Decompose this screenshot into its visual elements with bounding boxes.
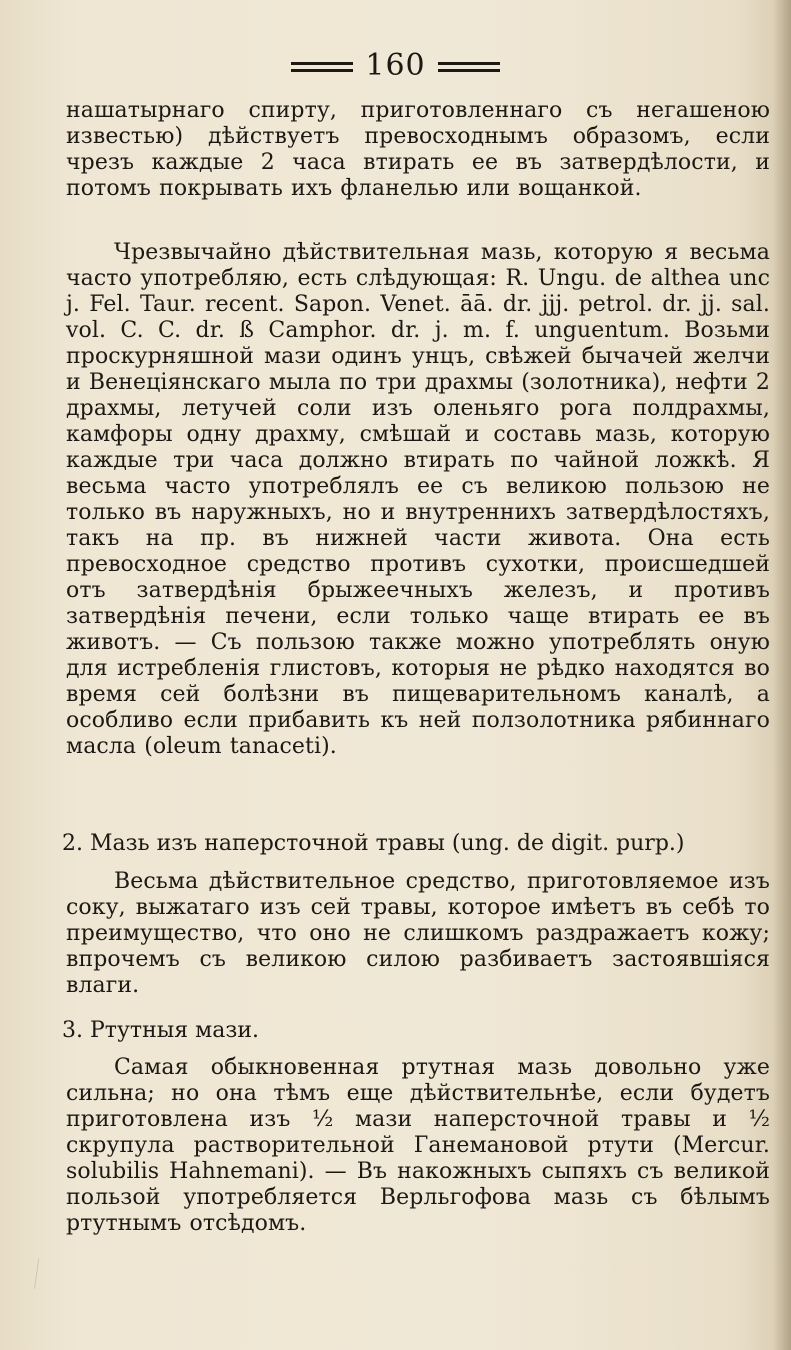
- section-heading-mercury: 3. Ртутныя мази.: [62, 1018, 260, 1043]
- paper-mark: [34, 1259, 57, 1291]
- mercury-paragraph: Самая обыкновенная ртутная мазь довольно уже сильна; но она тѣмъ еще дѣйствительнѣе, если будетъ приготовлена изъ ½ мази наперсточной травы и ½ скрупула растворительной Ганемановой ртути (Mercur. solubilis Hahnemani). — Въ накожныхъ сыпяхъ съ великой пользой употребляется Верльгофова мазь съ бѣлымъ ртутнымъ отсѣдомъ.: [66, 1055, 770, 1236]
- page-header: [0, 48, 791, 84]
- ointment-paragraph: Чрезвычайно дѣйствительная мазь, которую я весьма часто употребляю, есть слѣдующая: R. Ungu. de althea unc j. Fel. Taur. recent. Sapon. Venet. āā. dr. jjj. petrol. dr. jj. sal. vol. C. C. dr. ß Camphor. dr. j. m. f. unguentum. Возьми проскурняшной мази одинъ унцъ, свѣжей бычачей желчи и Венеціянскаго мыла по три драхмы (золотника), нефти 2 драхмы, летучей соли изъ оленьяго рога полдрахмы, камфоры одну драхму, смѣшай и составь мазь, которую каждые три часа должно втирать по чайной ложкѣ. Я весьма часто употреблялъ ее съ великою пользою не только въ наружныхъ, но и внутреннихъ затвердѣлостяхъ, такъ на пр. въ нижней части живота. Она есть превосходное средство противъ сухотки, происшедшей отъ затвердѣнія брыжеечныхъ железъ, и противъ затвердѣнія печени, если только чаще втирать ее въ животъ. — Съ пользою также можно употреблять оную для истребленія глистовъ, которыя не рѣдко находятся во время сей болѣзни въ пищеварительномъ каналѣ, а особливо если прибавить къ ней ползолотника рябиннаго масла (oleum tanaceti).: [66, 240, 770, 759]
- page-number: 160: [365, 48, 426, 83]
- section-heading-digitalis: 2. Мазь изъ наперсточной травы (ung. de digit. purp.): [62, 831, 685, 856]
- continued-paragraph: нашатырнаго спирту, приготовленнаго съ негашеною известью) дѣйствуетъ превосходнымъ образомъ, если чрезъ каждые 2 часа втирать ее въ затвердѣлости, и потомъ покрывать ихъ фланелью или вощанкой.: [66, 98, 770, 201]
- left-double-rule: [291, 62, 353, 72]
- right-double-rule: [438, 62, 500, 72]
- page-edge-shadow: [773, 0, 791, 1350]
- digitalis-paragraph: Весьма дѣйствительное средство, приготовляемое изъ соку, выжатаго изъ сей травы, которое имѣетъ въ себѣ то преимущество, что оно не слишкомъ раздражаетъ кожу; впрочемъ съ великою силою разбиваетъ застоявшіяся влаги.: [66, 869, 770, 998]
